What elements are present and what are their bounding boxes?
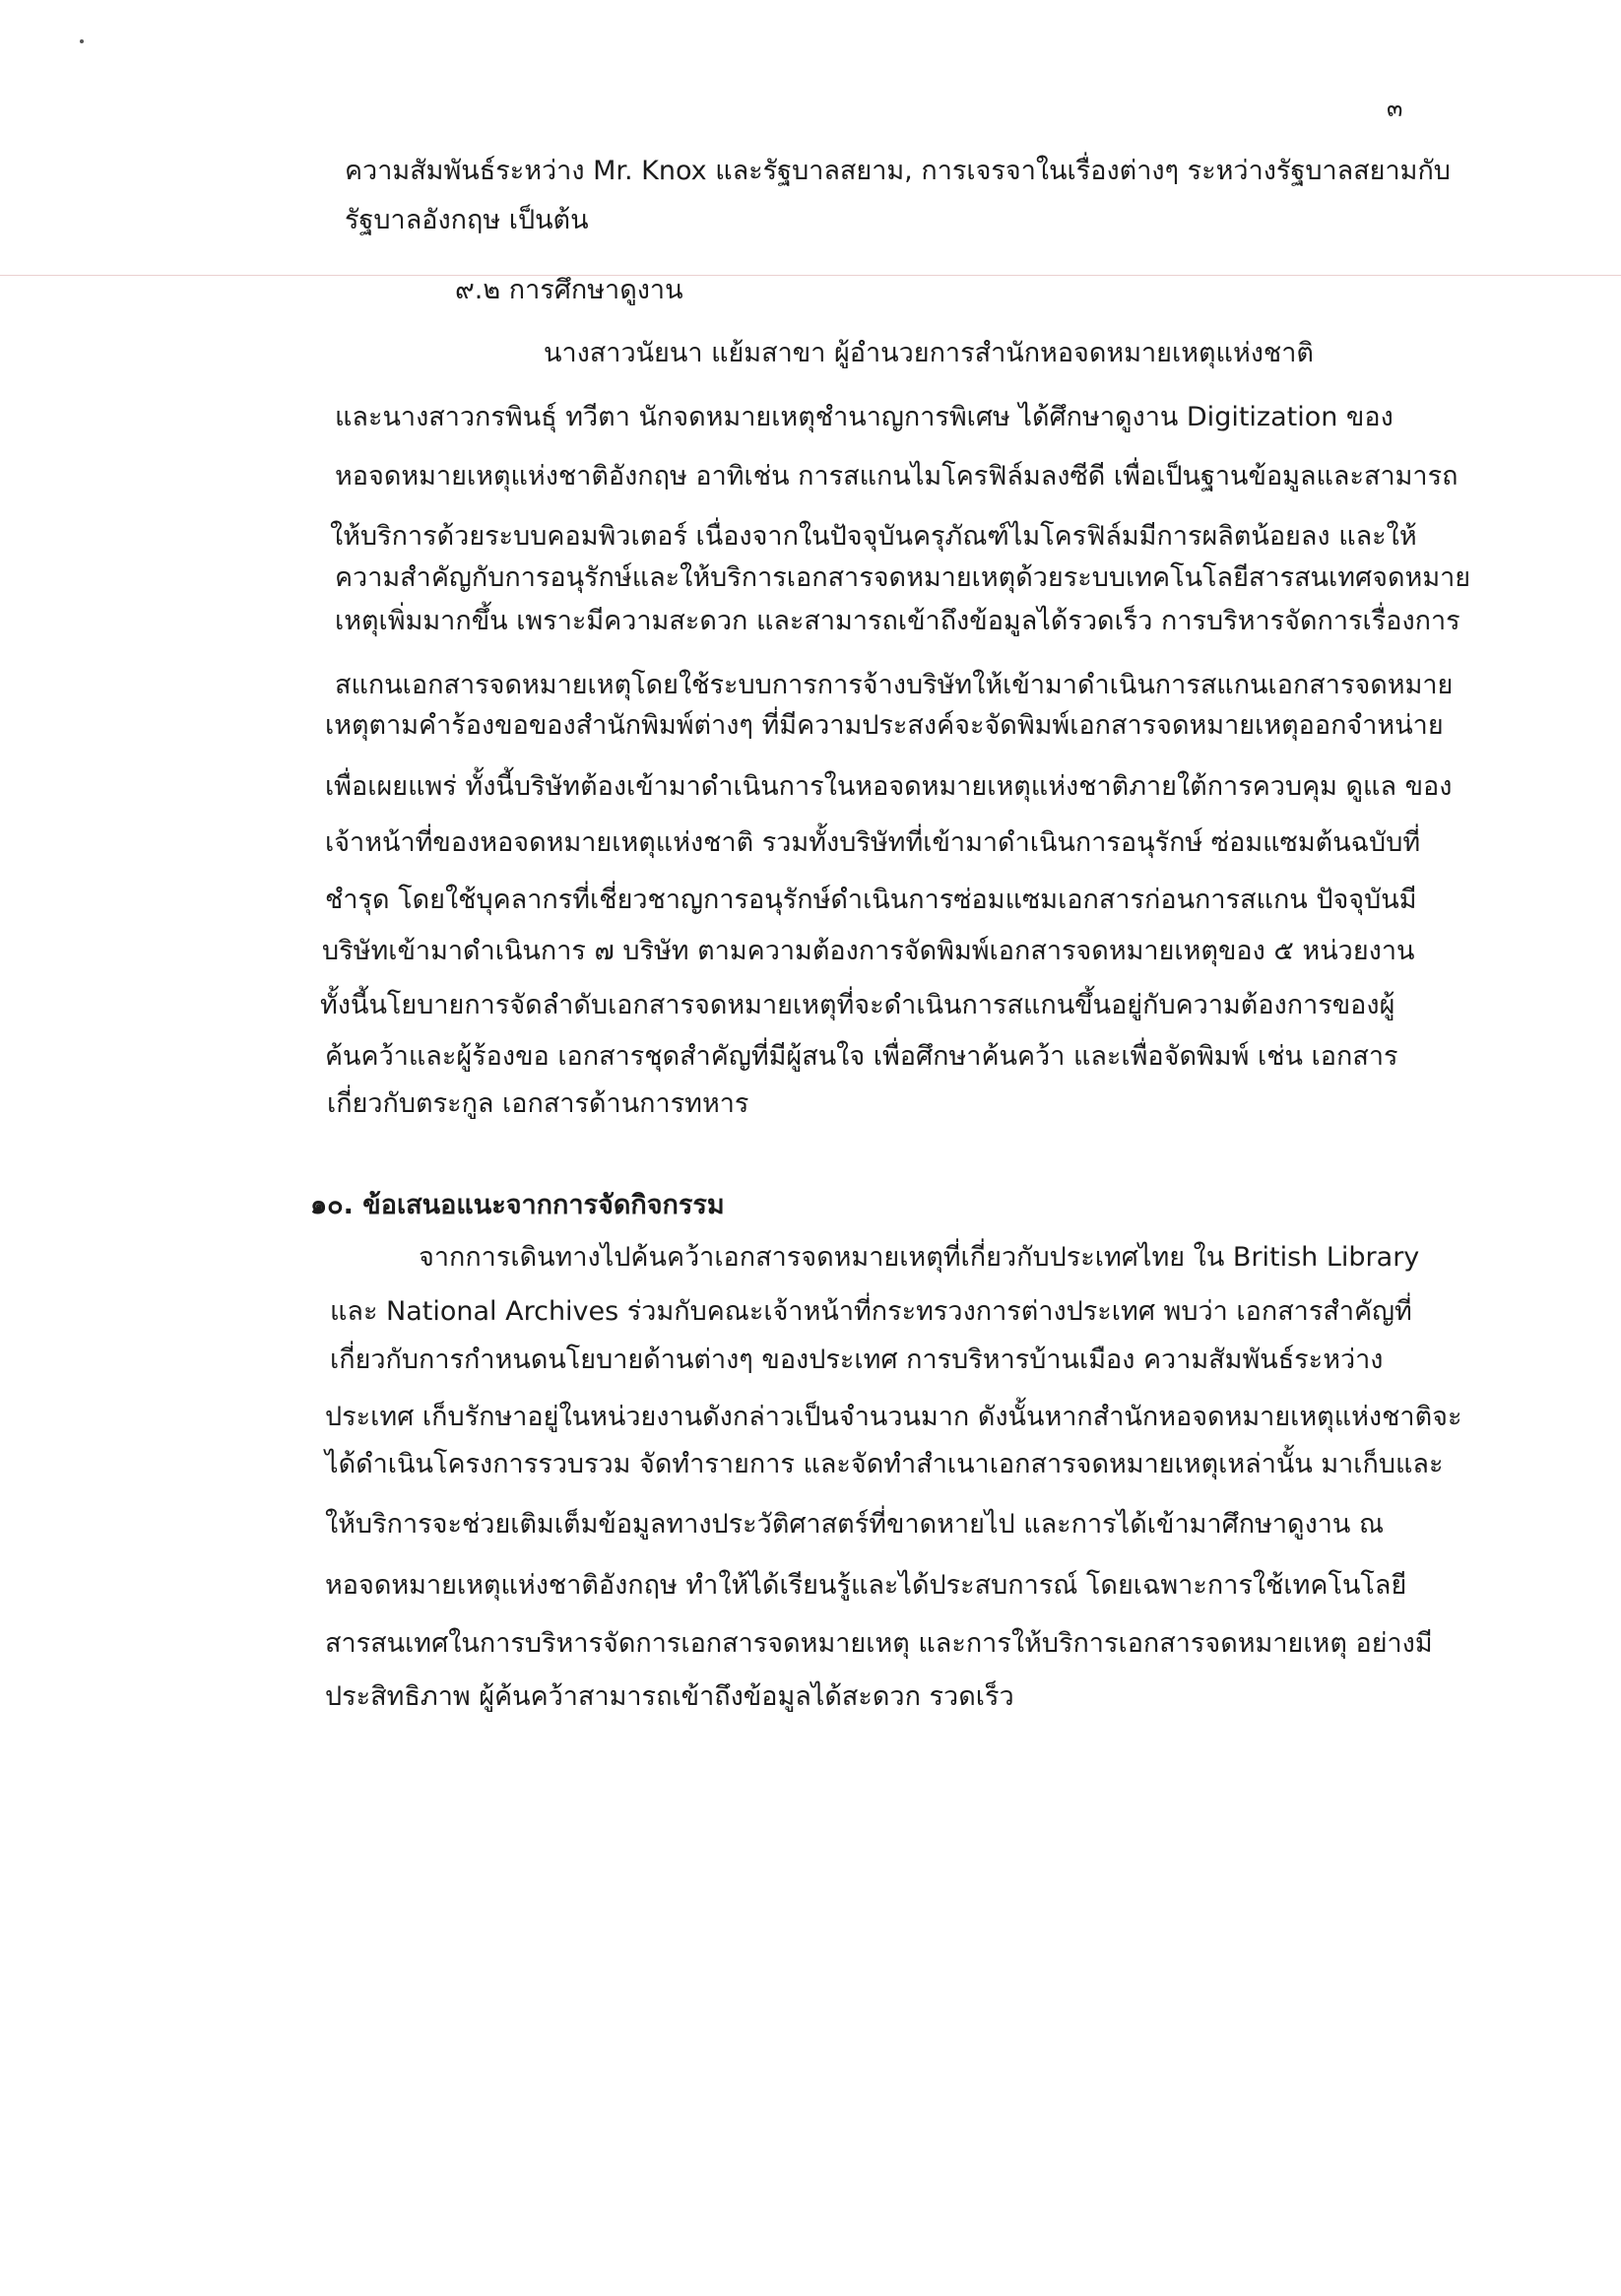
paragraph-line: เพื่อเผยแพร่ ทั้งนี้บริษัทต้องเข้ามาดำเนินการในหอจดหมายเหตุแห่งชาติภายใต้การควบคุม ดูแล ของ: [325, 771, 1453, 802]
paragraph-line: ค้นคว้าและผู้ร้องขอ เอกสารชุดสำคัญที่มีผู้สนใจ เพื่อศึกษาค้นคว้า และเพื่อจัดพิมพ์ เช่น เอกสาร: [325, 1041, 1398, 1072]
paragraph-line: ให้บริการจะช่วยเติมเต็มข้อมูลทางประวัติศาสตร์ที่ขาดหายไป และการได้เข้ามาศึกษาดูงาน ณ: [325, 1509, 1385, 1540]
paragraph-line: เกี่ยวกับการกำหนดนโยบายด้านต่างๆ ของประเทศ การบริหารบ้านเมือง ความสัมพันธ์ระหว่าง: [330, 1345, 1384, 1375]
paragraph-line: สารสนเทศในการบริหารจัดการเอกสารจดหมายเหตุ และการให้บริการเอกสารจดหมายเหตุ อย่างมี: [325, 1628, 1433, 1659]
page-number: ๓: [1387, 95, 1403, 122]
paragraph-line: ประสิทธิภาพ ผู้ค้นคว้าสามารถเข้าถึงข้อมูลได้สะดวก รวดเร็ว: [325, 1681, 1014, 1712]
paragraph-line: เหตุเพิ่มมากขึ้น เพราะมีความสะดวก และสามารถเข้าถึงข้อมูลได้รวดเร็ว การบริหารจัดการเรื่องการ: [335, 606, 1460, 636]
paragraph-line: และ National Archives ร่วมกับคณะเจ้าหน้าที่กระทรวงการต่างประเทศ พบว่า เอกสารสำคัญที่: [330, 1296, 1412, 1327]
paragraph-line: เหตุตามคำร้องขอของสำนักพิมพ์ต่างๆ ที่มีความประสงค์จะจัดพิมพ์เอกสารจดหมายเหตุออกจำหน่าย: [325, 710, 1444, 741]
section-heading: ๑๐. ข้อเสนอแนะจากการจัดกิจกรรม: [310, 1190, 725, 1220]
paragraph-line: รัฐบาลอังกฤษ เป็นต้น: [345, 205, 589, 235]
paragraph-line: และนางสาวกรพินธุ์ ทวีตา นักจดหมายเหตุชำนาญการพิเศษ ได้ศึกษาดูงาน Digitization ของ: [335, 402, 1394, 432]
paragraph-line: ประเทศ เก็บรักษาอยู่ในหน่วยงานดังกล่าวเป็นจำนวนมาก ดังนั้นหากสำนักหอจดหมายเหตุแห่งชาติจะ: [325, 1402, 1462, 1432]
paragraph-line: บริษัทเข้ามาดำเนินการ ๗ บริษัท ตามความต้องการจัดพิมพ์เอกสารจดหมายเหตุของ ๕ หน่วยงาน: [322, 936, 1415, 966]
paragraph-line: เจ้าหน้าที่ของหอจดหมายเหตุแห่งชาติ รวมทั้งบริษัทที่เข้ามาดำเนินการอนุรักษ์ ซ่อมแซมต้นฉบับที่: [325, 827, 1421, 858]
paragraph-line: ให้บริการด้วยระบบคอมพิวเตอร์ เนื่องจากในปัจจุบันครุภัณฑ์ไมโครฟิล์มมีการผลิตน้อยลง และให้: [330, 521, 1417, 552]
paragraph-line: ชำรุด โดยใช้บุคลากรที่เชี่ยวชาญการอนุรักษ์ดำเนินการซ่อมแซมเอกสารก่อนการสแกน ปัจจุบันมี: [325, 885, 1417, 915]
paragraph-line: ความสำคัญกับการอนุรักษ์และให้บริการเอกสารจดหมายเหตุด้วยระบบเทคโนโลยีสารสนเทศจดหมาย: [335, 562, 1471, 593]
scan-dot-mark: [80, 39, 84, 43]
paragraph-line: นางสาวนัยนา แย้มสาขา ผู้อำนวยการสำนักหอจดหมายเหตุแห่งชาติ: [544, 338, 1314, 368]
paragraph-line: สแกนเอกสารจดหมายเหตุโดยใช้ระบบการการจ้างบริษัทให้เข้ามาดำเนินการสแกนเอกสารจดหมาย: [335, 670, 1454, 700]
section-subheading: ๙.๒ การศึกษาดูงาน: [455, 275, 683, 305]
paragraph-line: ได้ดำเนินโครงการรวบรวม จัดทำรายการ และจัดทำสำเนาเอกสารจดหมายเหตุเหล่านั้น มาเก็บและ: [325, 1449, 1444, 1479]
paragraph-line: จากการเดินทางไปค้นคว้าเอกสารจดหมายเหตุที่เกี่ยวกับประเทศไทย ใน British Library: [419, 1242, 1420, 1273]
paragraph-line: หอจดหมายเหตุแห่งชาติอังกฤษ อาทิเช่น การสแกนไมโครฟิล์มลงซีดี เพื่อเป็นฐานข้อมูลและสามารถ: [335, 461, 1459, 492]
scan-rule-line: [0, 275, 1621, 276]
paragraph-line: ความสัมพันธ์ระหว่าง Mr. Knox และรัฐบาลสยาม, การเจรจาในเรื่องต่างๆ ระหว่างรัฐบาลสยามกับ: [345, 156, 1451, 186]
paragraph-line: เกี่ยวกับตระกูล เอกสารด้านการทหาร: [327, 1088, 749, 1119]
paragraph-line: ทั้งนี้นโยบายการจัดลำดับเอกสารจดหมายเหตุที่จะดำเนินการสแกนขึ้นอยู่กับความต้องการของผู้: [320, 990, 1395, 1020]
paragraph-line: หอจดหมายเหตุแห่งชาติอังกฤษ ทำให้ได้เรียนรู้และได้ประสบการณ์ โดยเฉพาะการใช้เทคโนโลยี: [325, 1570, 1407, 1601]
